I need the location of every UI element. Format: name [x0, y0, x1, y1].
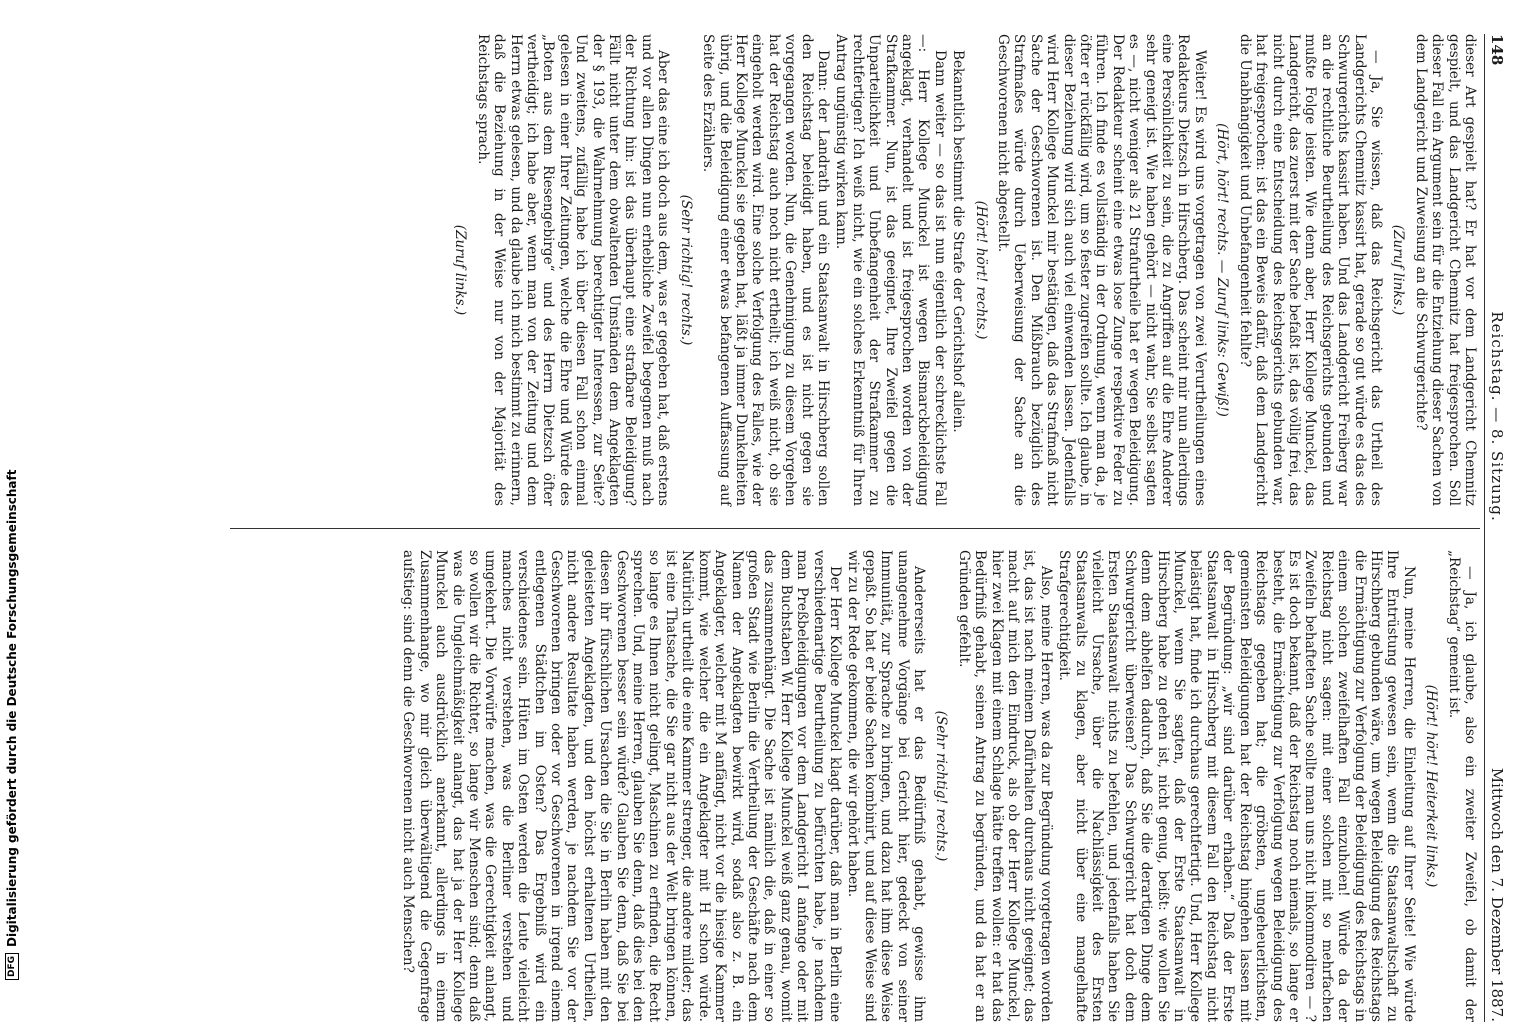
paragraph: Der Herr Kollege Munckel klagt darüber, daß man in Berlin eine verschiedenartige Beurtheilung zu befürchten habe, je nachdem man Preßbeleidigungen vor dem Landgericht I anfange oder mit dem Buchstaben W. Herr Kollege Munckel weiß ganz genau, womit das zusammenhängt. Die Sache ist nämlich die, daß in einer so großen Stadt wie Berlin die Vertheilung der Geschäfte nach dem Namen der Angeklagten bewirkt wird, sodaß also z. B. ein Angeklagter, welcher mit M anfängt, nicht vor die hiesige Kammer kommt, wie welcher die ein Angeklagter mit H schon würde. Natürlich urtheilt die eine Kammer strenger, die andere milder; das ist eine Thatsache, die Sie gar nicht aus der Welt bringen können, so lange es Ihnen nicht gelingt, Maschinen zu erfinden, die Recht sprechen. Und, meine Herren, glauben Sie denn, daß dies bei den Geschworenen besser sein würde? Glauben Sie denn, daß Sie bei diesen ihr fürschlichen Ursachen die Sie in Berlin haben mit den geleisteten Angeklagten, und den höchst erhaltenen Urtheilen, nicht andere Resultate haben werden, je nachdem Sie vor der Geschworenen bringen oder vor Geschworenen in irgend einem entlegenen Städtchen im Osten? Das Ergebniß wird ein verschiedenes sein. Hüten im Osten werden die Leute vielleicht manches nicht verstehen, was die Berliner verstehen und umgekehrt. Die Vorwürfe machen, was die Gerechtigkeit anlangt, so wollen wir die Richter, so lange wir Menschen sind; denn daß was die Ungleichmäßigkeit anlangt, das hat ja der Herr Kollege Munckel auch ausdrücklich anerkannt, allerdings in einem Zusammenhange, wo mir gleich überwältigend die Gegenfrage aufstieg: sind denn die Geschworenen nicht auch Menschen?: [400, 550, 843, 1022]
paragraph: — Ja, ich glaube, also ein zweiter Zweifel, ob damit der „Reichstag“ gemeint ist.: [1445, 550, 1478, 1022]
paragraph: Andererseits hat er das Bedürfniß gehabt, gewisse ihm unangenehme Vorgänge bei Gericht hier, gedeckt von seiner Immunität, zur Sprache zu bringen, und dazu hat ihm diese Weise gepaßt. So hat er beide Sachen kombinirt, und auf diese Weise sind wir zu der Rede gekommen, die wir gehört haben.: [845, 550, 927, 1022]
session-date: Mittwoch den 7. Dezember 1887.: [1488, 767, 1506, 1022]
page-content: [218, 34, 1518, 1022]
dfg-logo: DFG: [5, 953, 19, 980]
left-column: [238, 34, 1478, 506]
column-divider: [230, 528, 1480, 529]
paragraph: Dann: der Landrath und ein Staatsanwalt in Hirschberg sollen den Reichstag beleidigt haben, und es ist nicht gegen sie vorgegangen worden. Nun, die Genehmigung zu diesem Vorgehen hat der Reichstag auch noch nicht ertheilt; ich weiß nicht, ob sie eingeholt werden wird. Eine solche Verfolgung des Falles, wie der Herr Kollege Munckel sie gegeben hat, läßt ja immer Dunkelheiten übrig, und die Beleidigung einer etwas befangenen Auffassung auf Seite des Erzählers.: [700, 34, 831, 506]
reaction: (Sehr richtig! rechts.): [677, 194, 694, 346]
sidebar-credit-text: [2, 0, 22, 980]
reaction: (Zuruf links.): [452, 224, 469, 316]
sidebar-strip: [0, 0, 26, 1000]
reaction: (Hört! hört! Heiterkeit links.): [1423, 684, 1440, 888]
sidebar-credit-label: Digitalisierung gefördert durch die Deutsche Forschungsgemeinschaft: [5, 469, 19, 947]
paragraph: Weiter! Es wird uns vorgetragen von zwei Verurtheilungen eines Redakteurs Dietzsch in Hirschberg. Das scheint mir nun allerdings eine Persönlichkeit zu sein, die zu Angriffen auf die Ehre Anderer sehr geneigt ist. Wie haben gehört — nicht wahr, Sie selbst sagten es —, nicht weniger als 21 Strafurtheile hat er wegen Beleidigung. Der Redakteur scheint eine etwas lose Zunge respektive Feder zu führen. Ich finde es vollständig in der Ordnung, wenn man da, je öfter er rückfällig wird, um so fester zugreifen sollte. Ich glaube, in dieser Beziehung wird sich auch viel einwenden lassen. Jedenfalls wird Herr Kollege Munckel mir bestätigen, daß das Strafmaß nicht Sache der Geschworenen ist. Den Mißbrauch bezüglich des Strafmaßes würde durch Ueberweisung der Sache an die Geschworenen nicht abgestellt.: [995, 34, 1208, 506]
running-header: [1484, 34, 1518, 1022]
paragraph: Bekanntlich bestimmt die Strafe der Gerichtshof allein.: [950, 50, 967, 433]
paragraph: Also, meine Herren, was da zur Begründung vorgetragen worden ist, das ist nach meinem Dafürhalten durchaus nicht geeignet; das macht auf mich den Eindruck, als ob der Herr Kollege Munckel, hier zwei Klagen mit einem Schlage hätte treffen wollen: er hat das Bedürfniß gehabt, seinen Antrag zu begründen, und da hat er an Gründen gefehlt.: [955, 550, 1054, 1022]
right-column: [238, 550, 1478, 1022]
session-title: Reichstag. — 8. Sitzung.: [1488, 311, 1506, 522]
reaction: (Zuruf links.): [1390, 224, 1407, 316]
paragraph: dieser Art gespielt hat? Er hat vor dem Landgericht Chemnitz gespielt, und das Landgericht Chemnitz hat freigesprochen. Soll dieser Fall ein Argument sein für die Entziehung dieser Sachen von dem Landgericht und Zuweisung an die Schwurgerichte?: [1412, 34, 1478, 506]
page-number: 148: [1488, 34, 1506, 66]
paragraph: Dann weiter — so das ist nun eigentlich der schrecklichste Fall —: Herr Kollege Munckel ist wegen Bismarckbeleidigung angeklagt, verhandelt und ist freigesprochen worden von der Strafkammer. Nun, ist das geeignet, Ihre Zweifel gegen die Unparteilichkeit und Unbefangenheit der Strafkammer zu rechtfertigen? Ich weiß nicht, wie ein solches Erkenntniß für Ihren Antrag ungünstig wirken kann.: [833, 34, 948, 506]
document-page: [92, 28, 1524, 1028]
paragraph: — Ja, Sie wissen, daß das Reichsgericht das Urtheil des Landgerichts Chemnitz kassirt hat, gerade so gut würde es das des Schwurgerichts kassirt haben. Und das Landgericht Freiberg war an die rechtliche Beurtheilung des Reichsgerichts gebunden und mußte Folge leisten. Wie denn aber, Herr Kollege Munckel, das Landgericht, das zuerst mit der Sache befaßt ist, das völlig frei, das nicht durch eine Entscheidung des Reichsgerichts gebunden war, hat freigesprochen: ist das ein Beweis dafür, daß dem Landgericht die Unabhängigkeit und Unbefangenheit fehlte?: [1236, 34, 1384, 506]
reaction: (Hört! hört! rechts.): [972, 200, 989, 340]
paragraph: Nun, meine Herren, die Einleitung auf Ihrer Seite! Wie würde Ihre Entrüstung gewesen sein, wenn die Staatsanwaltschaft zu Hirschberg gebunden wäre, um wegen Beleidigung des Reichstags die Ermächtigung zur Verfolgung der Beleidigung des Reichstags in einem solchen zweifelhaften Fall einzuholen! Würde da der Reichstag nicht sagen: mit einer solchen mit so mehrfachen Zweifeln behafteten Sache sollte man uns nicht inkommodiren — ? Es ist doch bekannt, daß der Reichstag noch niemals, so lange er besteht, die Ermächtigung zur Verfolgung wegen Beleidigung des Reichstags gegeben hat; die gröbsten, ungeheuerlichsten, gemeinsten Beleidigungen hat der Reichstag hingehen lassen mit der Begründung: „wir sind darüber erhaben.“ Daß der Erste Staatsanwalt in Hirschberg mit diesem Fall den Reichstag nicht belästigt hat, finde ich durchaus gerechtfertigt. Und, Herr Kollege Munckel, wenn Sie sagten, daß der Erste Staatsanwalt in Hirschberg habe zu gehen ist, nicht genug, beißt: wie wollen Sie denn dem abhelfen dadurch, daß Sie die derartigen Dinge dem Schwurgericht überweisen? Das Schwurgericht hat doch dem Ersten Staatsanwalt nichts zu befehlen, und jedenfalls haben Sie vielleicht Ursache, über die Nachlässigkeit des Ersten Staatsanwalts zu klagen, aber nicht über eine mangelhafte Strafgerechtigkeit.: [1056, 550, 1417, 1022]
paragraph: Aber das eine ich doch aus dem, was er gegeben hat, daß erstens und vor allen Dingen nun erhebliche Zweifel begegnen muß nach der Richtung hin: ist das überhaupt eine strafbare Beleidigung? Fällt nicht unter dem obwaltenden Umständen dem Angeklagten der § 193, die Wahrnehmung berechtigter Interessen, zur Seite? Und zweitens, zufällig habe ich über diesen Fall schon einmal gelesen in einer Ihrer Zeitungen, welche die Ehre und Würde des „Boten aus dem Riesengebirge“ und des Herrn Dietzsch öfter vertheidigt; ich habe aber, wenn man von der Zeitung und dem Herrn etwas gelesen, und da glaube ich mich bestimmt zu erinnern, daß die Beziehung in der Weise nur von der Majorität des Reichstags sprach.: [474, 34, 672, 506]
reaction: (Sehr richtig! rechts.): [933, 710, 950, 862]
reaction: (Hört, hört! rechts. — Zuruf links: Gewiß!): [1214, 123, 1231, 417]
